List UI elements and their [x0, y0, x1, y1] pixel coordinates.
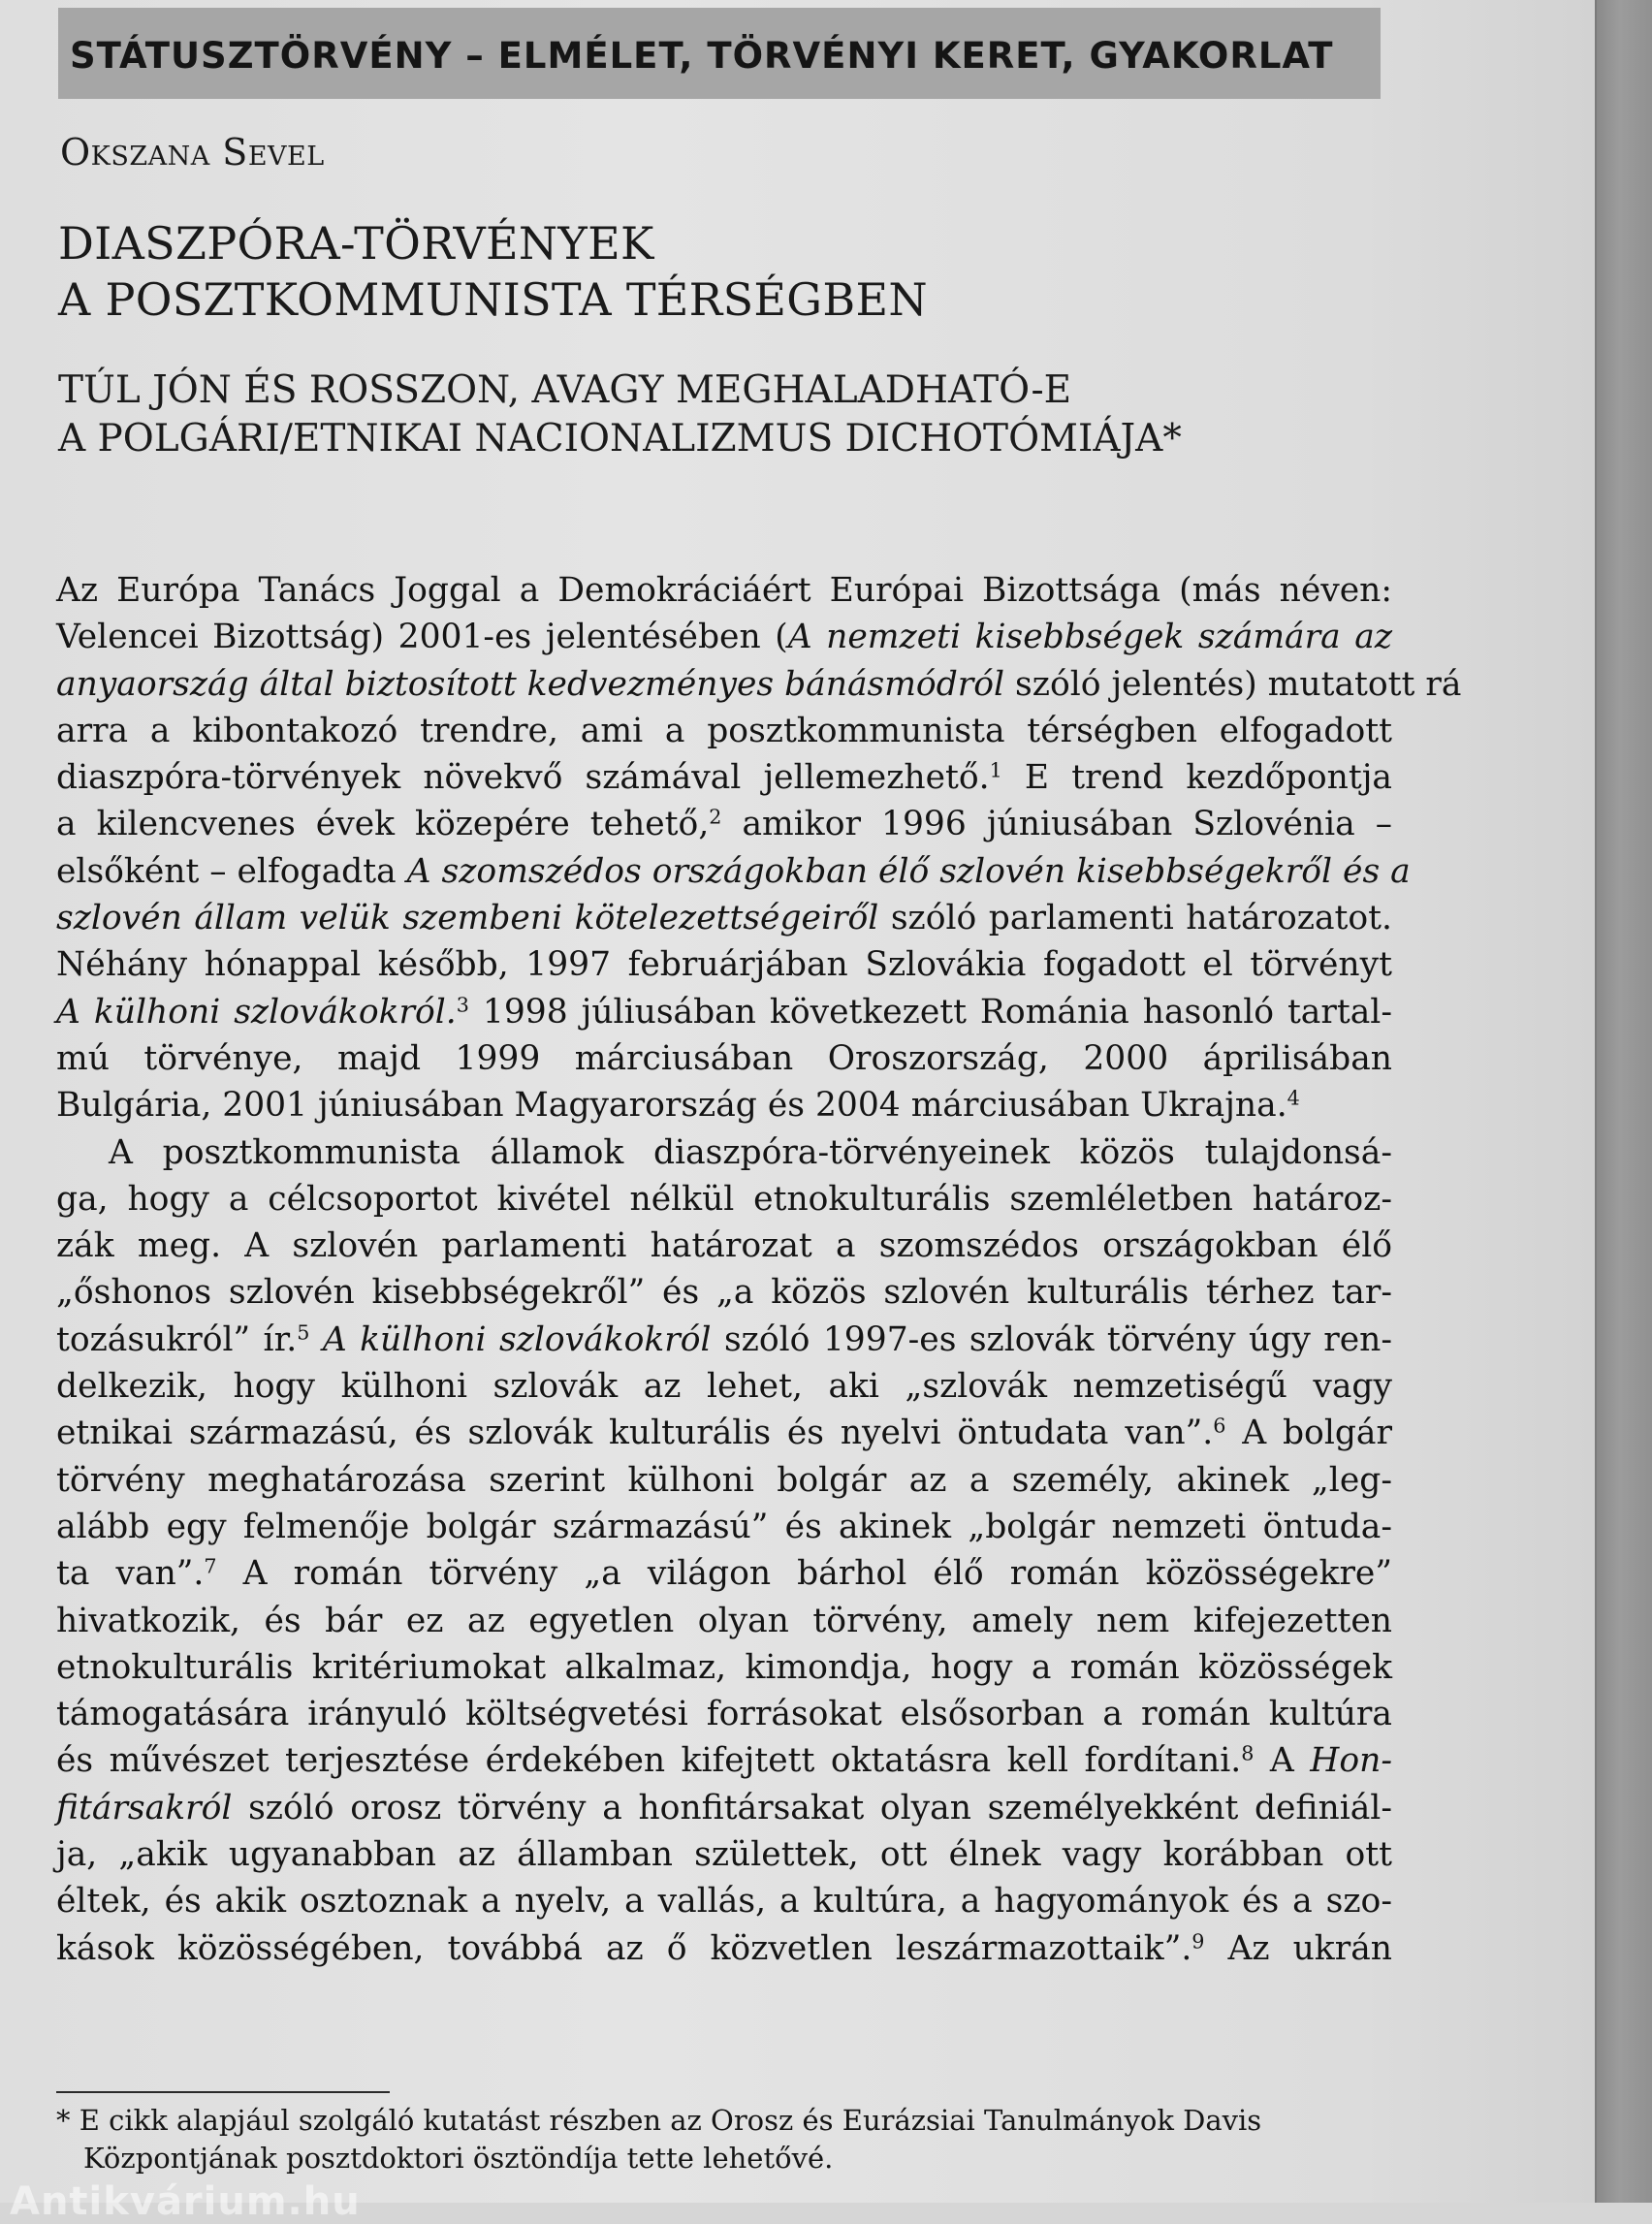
title-line: DIASZPÓRA-TÖRVÉNYEK: [58, 217, 654, 270]
text-segment: etnikai származású, és szlovák kulturális és nyelvi öntudata van”.: [56, 1414, 1214, 1453]
text-line: [56, 1317, 1392, 1363]
text-line: [56, 989, 1392, 1035]
text-segment: etnokulturális kritériumokat alkalmaz, kimondja, hogy a román közösségek: [56, 1647, 1392, 1687]
text-line: [56, 1457, 1392, 1504]
text-line: [56, 1082, 1392, 1128]
text-line: [56, 1129, 1392, 1176]
subtitle-line: TÚL JÓN ÉS ROSSZON, AVAGY MEGHALADHATÓ-E: [58, 368, 1072, 412]
footnote-reference: 2: [709, 806, 722, 830]
article-title: [58, 215, 1396, 328]
text-segment: „őshonos szlovén kisebbségekről” és „a közös szlovén kulturális térhez tar-: [56, 1273, 1392, 1313]
footnote-reference: 7: [204, 1554, 217, 1578]
section-title: STÁTUSZTÖRVÉNY – ELMÉLET, TÖRVÉNYI KERET, GYAKORLAT: [70, 34, 1334, 77]
text-line: [56, 1550, 1392, 1597]
title-line: A POSZTKOMMUNISTA TÉRSÉGBEN: [58, 273, 928, 326]
text-line: [56, 848, 1411, 895]
text-line: [56, 708, 1392, 754]
text-segment: Az Európa Tanács Joggal a Demokráciáért Európai Bizottsága (más néven:: [56, 571, 1392, 610]
text-segment: törvény meghatározása szerint külhoni bolgár az a személy, akinek „leg-: [56, 1460, 1392, 1500]
text-segment: Bulgária, 2001 júniusában Magyarország és 2004 márciusában Ukrajna.: [56, 1086, 1287, 1126]
text-segment: és művészet terjesztése érdekében kifejtett oktatásra kell fordítani.: [56, 1741, 1242, 1781]
italic-title: A nemzeti kisebbségek számára az: [787, 618, 1392, 657]
text-segment: Az ukrán: [1204, 1928, 1392, 1968]
footnote-marker: *: [56, 2104, 71, 2137]
text-segment: szóló jelentés) mutatott rá: [1004, 664, 1462, 704]
italic-title: A külhoni szlovákokról.: [56, 992, 457, 1032]
text-line: [56, 1410, 1392, 1456]
italic-title: A szomszédos országokban élő szlovén kisebbségekről és a: [406, 851, 1411, 891]
italic-title: szlovén állam velük szembeni kötelezettségeiről: [56, 899, 879, 938]
text-segment: elsőként – elfogadta: [56, 851, 407, 891]
footnote-reference: 3: [456, 993, 469, 1017]
text-segment: tozásukról” ír.: [56, 1319, 298, 1359]
text-segment: A román törvény „a világon bárhol élő román közösségekre”: [216, 1554, 1392, 1594]
text-segment: támogatására irányuló költségvetési forrásokat elsősorban a román kultúra: [56, 1695, 1392, 1734]
subtitle-line: A POLGÁRI/ETNIKAI NACIONALIZMUS DICHOTÓMIÁJA*: [58, 417, 1182, 461]
footnote-text: E cikk alapjául szolgáló kutatást részben az Orosz és Eurázsiai Tanulmányok Davis: [70, 2104, 1262, 2137]
text-line: [56, 1878, 1392, 1924]
text-line: [56, 1223, 1392, 1269]
text-segment: szóló 1997-es szlovák törvény úgy ren-: [711, 1319, 1393, 1359]
footnote-reference: 1: [989, 758, 1002, 782]
text-segment: szóló parlamenti határozatot.: [878, 899, 1392, 938]
text-line: [56, 1176, 1392, 1223]
text-segment: [309, 1320, 322, 1359]
text-line: [56, 895, 1392, 941]
text-segment: szóló orosz törvény a honfitársakat olyan személyekként definiál-: [232, 1788, 1392, 1827]
footnote-divider: [56, 2091, 390, 2093]
footnote-line: Központjának posztdoktori ösztöndíja tette lehetővé.: [83, 2142, 834, 2175]
text-segment: 1998 júliusában következett Románia hasonló tartal-: [468, 992, 1392, 1032]
text-segment: delkezik, hogy külhoni szlovák az lehet, aki „szlovák nemzetiségű vagy: [56, 1367, 1392, 1407]
text-segment: Velencei Bizottság) 2001-es jelentésében (: [56, 618, 788, 657]
text-line: [56, 1691, 1392, 1737]
text-line: [56, 1925, 1392, 1972]
text-segment: ga, hogy a célcsoportot kivétel nélkül etnokulturális szemléletben határoz-: [56, 1179, 1392, 1219]
text-segment: amikor 1996 júniusában Szlovénia –: [721, 805, 1392, 844]
text-segment: ta van”.: [56, 1554, 205, 1594]
text-line: [56, 614, 1392, 660]
text-line: [56, 1737, 1392, 1784]
text-line: [56, 1269, 1392, 1316]
text-line: [56, 567, 1392, 614]
text-line: [56, 1363, 1392, 1410]
text-segment: éltek, és akik osztoznak a nyelv, a vallás, a kultúra, a hagyományok és a szo-: [56, 1882, 1392, 1922]
text-segment: kások közösségében, továbbá az ő közvetlen leszármazottaik”.: [56, 1928, 1192, 1968]
book-spine-edge: [1595, 0, 1652, 2203]
text-line: [56, 1785, 1392, 1831]
text-segment: A bolgár: [1225, 1414, 1392, 1453]
text-line: [56, 1831, 1392, 1878]
text-segment: A: [1254, 1741, 1311, 1781]
footnote-line: [56, 2102, 1394, 2140]
footnote-reference: 8: [1241, 1742, 1255, 1766]
italic-title: fitársakról: [56, 1788, 233, 1827]
text-segment: a kilencvenes évek közepére tehető,: [56, 805, 710, 844]
footnote: [56, 2102, 1394, 2177]
text-line: [56, 1504, 1392, 1550]
section-header-band: [58, 8, 1381, 99]
article-subtitle: [58, 366, 1396, 463]
footnote-reference: 6: [1213, 1414, 1226, 1438]
text-segment: arra a kibontakozó trendre, ami a posztkommunista térségben elfogadott: [56, 711, 1392, 750]
article-body: [56, 567, 1462, 1972]
text-segment: zák meg. A szlovén parlamenti határozat a szomszédos országokban élő: [56, 1226, 1392, 1266]
article-author: Okszana Sevel: [60, 131, 325, 174]
text-segment: E trend kezdőpontja: [1001, 758, 1392, 798]
text-line: [56, 941, 1392, 988]
text-line: [56, 801, 1392, 847]
italic-title: A külhoni szlovákokról: [322, 1319, 712, 1359]
text-line: [56, 754, 1392, 801]
footnote-reference: 4: [1287, 1086, 1300, 1110]
footnote-reference: 9: [1191, 1929, 1205, 1954]
text-segment: hivatkozik, és bár ez az egyetlen olyan törvény, amely nem kifejezetten: [56, 1601, 1392, 1640]
footnote-reference: 5: [297, 1320, 310, 1345]
watermark: Antikvárium.hu: [10, 2179, 361, 2224]
text-segment: diaszpóra-törvények növekvő számával jellemezhető.: [56, 758, 990, 798]
text-line: [56, 1644, 1392, 1691]
text-line: [56, 1598, 1392, 1644]
text-line: [56, 1035, 1392, 1082]
italic-title: anyaország által biztosított kedvezményes bánásmódról: [56, 664, 1005, 704]
text-segment: A posztkommunista államok diaszpóra-törvényeinek közös tulajdonsá-: [109, 1132, 1392, 1172]
text-line: [56, 661, 1462, 708]
text-segment: ja, „akik ugyanabban az államban születtek, ott élnek vagy korábban ott: [56, 1835, 1392, 1875]
italic-title: Hon-: [1310, 1741, 1392, 1781]
text-segment: alább egy felmenője bolgár származású” és akinek „bolgár nemzeti öntuda-: [56, 1507, 1392, 1546]
text-segment: Néhány hónappal később, 1997 februárjában Szlovákia fogadott el törvényt: [56, 945, 1392, 985]
text-segment: mú törvénye, majd 1999 márciusában Oroszország, 2000 áprilisában: [56, 1038, 1392, 1078]
